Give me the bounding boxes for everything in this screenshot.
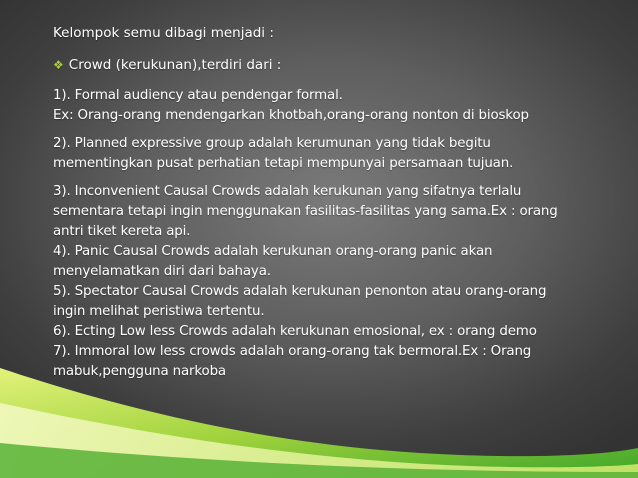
item-line: sementara tetapi ingin menggunakan fasilitas-fasilitas yang sama.Ex : orang — [53, 204, 558, 219]
item-line: Ex: Orang-orang mendengarkan khotbah,orang-orang nonton di bioskop — [53, 108, 529, 123]
diamond-bullet-icon: ❖ — [53, 58, 64, 72]
item-line: 5). Spectator Causal Crowds adalah kerukunan penonton atau orang-orang — [53, 284, 547, 299]
item-line: antri tiket kereta api. — [53, 224, 191, 239]
item-group-1 — [53, 86, 613, 126]
item-line: 3). Inconvenient Causal Crowds adalah kerukunan yang sifatnya terlalu — [53, 184, 522, 199]
item-line: ingin melihat peristiwa tertentu. — [53, 304, 265, 319]
item-line: 2). Planned expressive group adalah kerumunan yang tidak begitu — [53, 136, 491, 151]
item-line: mabuk,pengguna narkoba — [53, 364, 226, 379]
bullet-item — [53, 55, 613, 75]
item-line: menyelamatkan diri dari bahaya. — [53, 264, 271, 279]
item-group-3 — [53, 182, 613, 382]
item-line: 7). Immoral low less crowds adalah orang-orang tak bermoral.Ex : Orang — [53, 344, 532, 359]
item-line: 6). Ecting Low less Crowds adalah kerukunan emosional, ex : orang demo — [53, 324, 537, 339]
item-line: 4). Panic Causal Crowds adalah kerukunan orang-orang panic akan — [53, 244, 493, 259]
intro-text: Kelompok semu dibagi menjadi : — [53, 25, 274, 41]
item-line: mementingkan pusat perhatian tetapi mempunyai persamaan tujuan. — [53, 156, 514, 171]
bullet-text: Crowd (kerukunan),terdiri dari : — [68, 57, 282, 73]
item-line: 1). Formal audiency atau pendengar formal. — [53, 88, 343, 103]
item-group-2 — [53, 134, 613, 174]
slide-content — [53, 23, 613, 382]
